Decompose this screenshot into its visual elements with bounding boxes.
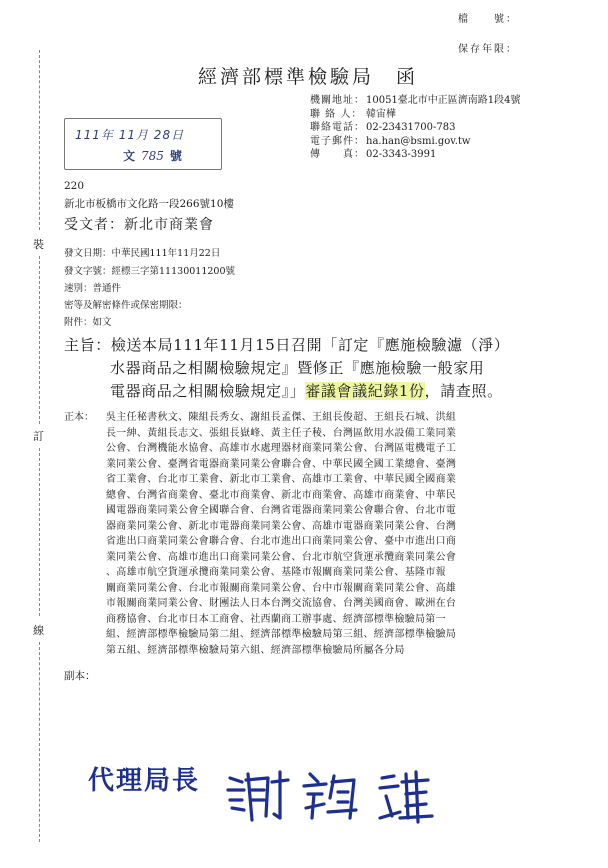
cc-line: 業同業公會、臺灣省電器商業同業公會聯合會、中華民國全國工業總會、臺灣 [106, 458, 457, 470]
doc-title [198, 62, 418, 89]
contact-value: ha.han@bsmi.gov.tw [366, 135, 471, 147]
contact-address [310, 94, 521, 108]
recipient-label: 受文者： [64, 217, 124, 233]
stamp-suffix: 號 [169, 149, 182, 163]
recipient-name: 新北市商業會 [124, 217, 214, 233]
file-number-label: 檔 號： [458, 14, 518, 25]
contact-value: 02-3343-3991 [366, 149, 437, 160]
recipient-line [64, 214, 214, 234]
cc-line: 吳主任秘書秋文、陳組長秀女、謝組長孟傑、王組長俊超、王組長石城、洪組 [106, 412, 457, 423]
subject-highlight: 審議會議紀錄1份 [305, 382, 425, 400]
cc-line: 第五組、經濟部標準檢驗局第六組、經濟部標準檢驗局所屬各分局 [106, 644, 405, 656]
issue-number-value: 經標三字第11130011200號 [111, 266, 236, 277]
contact-person [310, 108, 521, 122]
contact-fax [310, 148, 521, 162]
issue-date-label: 發文日期： [64, 248, 112, 259]
subject-text-3a: 電器商品之相關檢驗規定』」 [110, 382, 306, 400]
cc-line: 關商業同業公會、台北市報關商業同業公會、台中市報關商業同業公會、高雄 [106, 582, 457, 594]
contact-value: 02-23431700-783 [366, 122, 456, 133]
handwritten-signature [222, 768, 452, 828]
cc-line: 商務協會、台北市日本工商會、社西蘭商工辦事處、經濟部標準檢驗局第一 [106, 613, 446, 625]
binding-line-top [39, 50, 40, 230]
contact-phone [310, 121, 521, 135]
issue-date [64, 245, 220, 259]
subject-text-1: 檢送本局111年11月15日召開「訂定『應施檢驗濾（淨） [110, 336, 510, 354]
cc-line: 業同業公會、高雄市進出口商業同業公會、台北市航空貨運承攬商業同業公會 [106, 551, 457, 563]
contact-label: 機關地址： [310, 95, 365, 106]
binding-line-mid [39, 256, 40, 424]
contact-value: 10051臺北市中正區濟南路1段4號 [366, 95, 521, 106]
cc-line: 國電器商業同業公會全國聯合會、台灣省電器商業同業公會聯合會、台北市電 [106, 505, 457, 516]
stamp-char: 文 [123, 149, 136, 163]
cc-line: 省工業會、台北市工業會、新北市工業會、高雄市工業會、中華民國全國商業 [106, 474, 457, 485]
binding-line-low [39, 448, 40, 616]
receipt-stamp [64, 118, 222, 170]
cc-line: 公會、台灣機能水協會、高雄市水處理器材商業同業公會、台灣區電機電子工 [106, 443, 457, 454]
speed [64, 280, 121, 294]
binding-char-ding: 訂 [33, 430, 44, 443]
agency-name: 經濟部標準檢驗局 [198, 66, 375, 88]
copy-label: 副本： [64, 670, 96, 682]
attachment [64, 314, 112, 328]
cc-line: 市報關商業同業公會、財團法人日本台灣交流協會、台灣美國商會、歐洲在台 [106, 598, 457, 609]
cc-line: 組、經濟部標準檢驗局第二組、經濟部標準檢驗局第三組、經濟部標準檢驗局 [106, 629, 457, 640]
attachment-value: 如文 [92, 317, 112, 328]
stamp-num: 785 [141, 149, 164, 163]
issue-number-label: 發文字號： [64, 266, 112, 277]
issue-date-value: 中華民國111年11月22日 [111, 248, 221, 259]
binding-line-bottom [39, 642, 40, 842]
speed-label: 速別： [64, 283, 93, 294]
cc-line: 長一紳、黃組長志文、張組長嶽峰、黃主任子稜、台灣區飲用水設備工業同業 [106, 427, 457, 439]
cc-line: 、高雄市航空貨運承攬商業同業公會、基隆市報關商業同業公會、基隆市報 [106, 567, 446, 578]
contact-label: 電子郵件： [310, 135, 365, 147]
cc-line: 總會、台灣省商業會、臺北市商業會、新北市商業會、高雄市商業會、中華民 [106, 489, 457, 501]
signature-title: 代理局長 [88, 766, 201, 796]
attachment-label: 附件： [64, 317, 93, 328]
retention-label: 保存年限： [458, 44, 518, 55]
contact-email [310, 135, 521, 149]
postal-code: 220 [64, 180, 85, 192]
contact-value: 韓宙樺 [366, 108, 396, 120]
doc-kind: 函 [396, 66, 419, 88]
contact-label: 聯 絡 人： [310, 108, 363, 120]
cc-list [106, 410, 606, 658]
speed-value: 普通件 [92, 283, 122, 294]
cc-line: 省進出口商業同業公會聯合會、台北市進出口商業同業公會、臺中市進出口商 [106, 536, 457, 547]
subject-text-3b: ，請查照。 [424, 382, 503, 400]
binding-char-zhuang: 裝 [33, 238, 44, 251]
stamp-date: 111年 11月 28日 [75, 128, 185, 142]
contact-label: 傳 真： [310, 149, 365, 160]
binding-char-xian: 線 [33, 624, 44, 637]
cc-label: 正本： [64, 412, 94, 423]
cc-line: 器商業同業公會、新北市電器商業同業公會、高雄市電器商業同業公會、台灣 [106, 520, 457, 532]
subject-line-2: 水器商品之相關檢驗規定』暨修正『應施檢驗一般家用 [110, 359, 485, 377]
secrecy: 密等及解密條件或保密期限： [64, 300, 188, 311]
subject-line-3 [110, 380, 503, 401]
contact-label: 聯絡電話： [310, 122, 365, 133]
mailing-address: 新北市板橋市文化路一段266號10樓 [64, 198, 234, 210]
issue-number [64, 263, 235, 277]
contact-block [310, 94, 521, 162]
subject-label: 主旨： [64, 336, 111, 354]
stamp-number [123, 147, 182, 164]
subject-line-1 [64, 334, 509, 355]
